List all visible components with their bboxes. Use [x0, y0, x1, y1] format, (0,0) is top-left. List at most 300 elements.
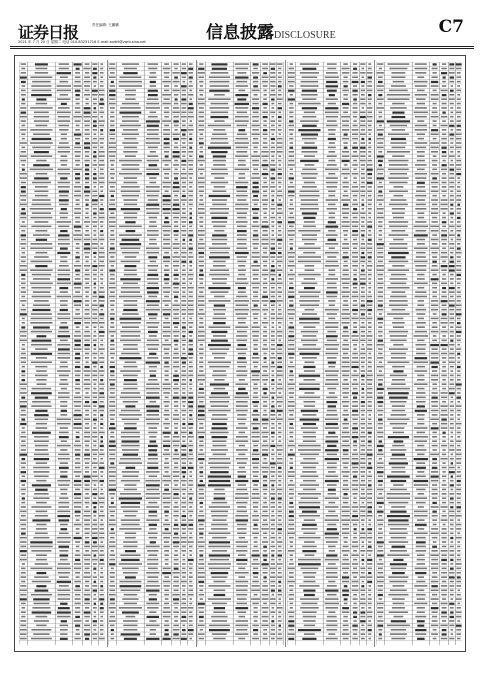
table-cell-text — [146, 142, 160, 144]
table-cell-text — [93, 335, 96, 337]
table-cell-text — [300, 81, 318, 83]
table-cell-text — [162, 226, 171, 228]
table-cell-text — [212, 620, 227, 622]
table-cell-text — [237, 550, 248, 552]
table-cell-text — [190, 471, 193, 473]
table-cell-text — [164, 107, 169, 109]
table-cell-text — [263, 585, 269, 587]
table-cell-text — [271, 581, 276, 583]
table-cell-text — [199, 76, 205, 78]
table-cell-text — [361, 313, 365, 315]
table-cell-text — [110, 625, 115, 627]
table-cell-text — [367, 98, 371, 100]
table-cell-text — [389, 90, 408, 92]
table-cell-text — [360, 638, 364, 640]
table-cell-text — [277, 142, 282, 144]
table-cell-text — [173, 594, 180, 596]
table-cell-text — [299, 353, 319, 355]
table-cell-text — [165, 375, 169, 377]
table-cell-text — [182, 440, 185, 442]
table-cell-text — [378, 226, 382, 228]
table-cell-text — [122, 471, 139, 473]
table-cell-text — [35, 515, 48, 517]
table-cell-text — [352, 291, 358, 293]
table-cell-text — [20, 401, 27, 403]
table-cell-text — [415, 177, 426, 179]
table-cell-text — [414, 261, 427, 263]
table-cell-text — [341, 278, 350, 280]
table-cell-text — [110, 304, 114, 306]
table-cell-text — [378, 76, 383, 78]
table-cell-text — [21, 493, 25, 495]
table-cell-text — [353, 379, 357, 381]
table-cell-text — [199, 458, 205, 460]
table-cell-text — [111, 322, 114, 324]
table-cell-text — [20, 195, 26, 197]
table-cell-text — [352, 90, 357, 92]
table-cell-text — [164, 147, 170, 149]
table-cell-text — [360, 629, 364, 631]
table-cell-text — [279, 296, 282, 298]
table-cell-text — [271, 537, 276, 539]
table-cell-text — [36, 511, 48, 513]
table-cell-text — [254, 594, 258, 596]
table-cell-text — [236, 405, 248, 407]
table-cell-text — [300, 607, 319, 609]
column-separator — [107, 60, 108, 647]
table-cell-text — [57, 318, 70, 320]
table-cell-text — [198, 208, 205, 210]
table-cell-text — [60, 625, 69, 627]
table-cell-text — [189, 603, 192, 605]
table-cell-text — [360, 173, 364, 175]
table-cell-text — [208, 484, 231, 486]
table-cell-text — [237, 546, 248, 548]
table-cell-text — [189, 296, 193, 298]
table-cell-text — [34, 454, 49, 456]
table-cell-text — [33, 467, 49, 469]
table-cell-text — [146, 546, 160, 548]
table-cell-text — [86, 204, 89, 206]
table-cell-text — [297, 261, 320, 263]
table-cell-text — [84, 519, 90, 521]
table-cell-text — [271, 90, 275, 92]
table-cell-text — [361, 489, 365, 491]
table-cell-text — [149, 370, 156, 372]
table-cell-text — [289, 607, 292, 609]
table-cell-text — [367, 537, 372, 539]
table-cell-text — [341, 68, 349, 70]
table-cell-text — [188, 94, 193, 96]
table-cell-text — [457, 94, 460, 96]
table-cell-text — [198, 304, 205, 306]
table-cell-text — [149, 427, 158, 429]
table-cell-text — [360, 598, 365, 600]
table-cell-text — [414, 129, 426, 131]
table-cell-text — [58, 397, 70, 399]
table-cell-text — [85, 287, 90, 289]
table-cell-text — [271, 120, 276, 122]
table-cell-text — [174, 269, 178, 271]
table-cell-text — [188, 107, 194, 109]
table-cell-text — [109, 261, 115, 263]
table-cell-text — [278, 94, 282, 96]
table-cell-text — [199, 348, 204, 350]
table-cell-text — [93, 568, 96, 570]
table-cell-text — [92, 585, 97, 587]
table-cell-text — [119, 607, 142, 609]
table-cell-text — [99, 502, 104, 504]
table-cell-text — [236, 313, 248, 315]
table-cell-text — [110, 256, 114, 258]
table-cell-text — [431, 98, 439, 100]
table-cell-text — [441, 296, 447, 298]
table-cell-text — [92, 142, 98, 144]
table-cell-text — [327, 283, 336, 285]
table-cell-text — [288, 296, 294, 298]
table-cell-text — [189, 454, 193, 456]
table-cell-text — [75, 142, 80, 144]
table-cell-text — [214, 388, 226, 390]
table-cell-text — [361, 379, 364, 381]
table-cell-text — [253, 129, 260, 131]
table-cell-text — [21, 326, 25, 328]
table-cell-text — [100, 344, 103, 346]
table-cell-text — [352, 309, 358, 311]
table-cell-text — [449, 357, 454, 359]
table-cell-text — [457, 287, 460, 289]
table-cell-text — [212, 528, 228, 530]
table-cell-text — [92, 480, 98, 482]
table-cell-text — [278, 493, 282, 495]
table-cell-text — [236, 515, 249, 517]
table-cell-text — [342, 589, 349, 591]
table-cell-text — [432, 243, 438, 245]
table-cell-text — [120, 243, 142, 245]
table-cell-text — [100, 611, 104, 613]
table-cell-text — [212, 63, 228, 65]
table-cell-text — [270, 76, 276, 78]
table-cell-text — [368, 607, 371, 609]
table-cell-text — [236, 436, 248, 438]
table-cell-text — [36, 335, 46, 337]
table-cell-text — [165, 379, 169, 381]
table-cell-text — [353, 182, 357, 184]
table-cell-text — [368, 436, 372, 438]
table-cell-text — [211, 212, 230, 214]
table-cell-text — [361, 208, 364, 210]
table-cell-text — [22, 344, 25, 346]
table-cell-text — [237, 603, 248, 605]
table-cell-text — [146, 107, 160, 109]
table-cell-text — [253, 388, 258, 390]
table-cell-text — [299, 304, 318, 306]
table-cell-text — [450, 331, 454, 333]
table-cell-text — [271, 331, 275, 333]
table-cell-text — [212, 353, 227, 355]
table-cell-text — [109, 427, 116, 429]
table-cell-text — [431, 445, 437, 447]
table-cell-text — [182, 133, 185, 135]
table-cell-text — [301, 90, 316, 92]
table-cell-text — [360, 274, 366, 276]
table-cell-text — [262, 164, 269, 166]
table-cell-text — [456, 90, 461, 92]
table-cell-text — [163, 81, 171, 83]
table-cell-text — [415, 221, 426, 223]
table-cell-text — [74, 502, 82, 504]
table-cell-text — [252, 155, 261, 157]
table-cell-text — [237, 296, 248, 298]
table-cell-text — [457, 98, 461, 100]
table-cell-text — [163, 480, 172, 482]
table-cell-text — [278, 550, 282, 552]
table-cell-text — [457, 414, 460, 416]
table-cell-text — [301, 528, 317, 530]
table-cell-text — [253, 112, 259, 114]
table-cell-text — [327, 68, 336, 70]
table-cell-text — [415, 125, 427, 127]
table-cell-text — [360, 72, 365, 74]
table-cell-text — [165, 559, 169, 561]
table-cell-text — [85, 445, 89, 447]
table-cell-text — [84, 340, 89, 342]
table-cell-text — [288, 326, 294, 328]
table-cell-text — [352, 313, 357, 315]
table-cell-text — [93, 76, 96, 78]
table-cell-text — [75, 182, 80, 184]
table-cell-text — [109, 563, 115, 565]
table-cell-text — [441, 142, 446, 144]
table-cell-text — [31, 392, 52, 394]
table-cell-text — [121, 480, 140, 482]
table-cell-text — [456, 195, 461, 197]
table-cell-text — [324, 559, 338, 561]
table-cell-text — [449, 353, 454, 355]
table-cell-text — [327, 103, 335, 105]
table-cell-text — [378, 164, 381, 166]
table-cell-text — [252, 432, 260, 434]
table-cell-text — [361, 221, 364, 223]
table-cell-text — [109, 90, 115, 92]
table-cell-text — [351, 190, 358, 192]
table-cell-text — [190, 379, 192, 381]
table-cell-text — [125, 361, 137, 363]
table-cell-text — [60, 471, 67, 473]
table-cell-text — [342, 269, 348, 271]
table-cell-text — [110, 318, 114, 320]
table-cell-text — [85, 304, 89, 306]
table-cell-text — [163, 230, 171, 232]
table-cell-text — [417, 182, 425, 184]
table-cell-text — [94, 581, 97, 583]
table-cell-text — [289, 572, 294, 574]
table-cell-text — [343, 239, 347, 241]
table-cell-text — [84, 142, 90, 144]
table-cell-text — [351, 572, 357, 574]
table-cell-text — [174, 480, 179, 482]
table-cell-text — [174, 103, 178, 105]
table-cell-text — [414, 68, 427, 70]
table-cell-text — [457, 177, 460, 179]
table-cell-text — [289, 559, 292, 561]
table-cell-text — [93, 554, 96, 556]
table-cell-text — [214, 611, 226, 613]
table-cell-text — [125, 155, 136, 157]
table-cell-text — [239, 568, 246, 570]
table-cell-text — [149, 76, 157, 78]
table-cell-text — [414, 234, 428, 236]
table-cell-text — [387, 361, 409, 363]
table-cell-text — [183, 589, 185, 591]
table-cell-text — [236, 633, 249, 635]
table-cell-text — [263, 554, 268, 556]
table-cell-text — [123, 151, 137, 153]
table-cell-text — [279, 436, 282, 438]
table-cell-text — [278, 138, 283, 140]
table-cell-text — [84, 379, 90, 381]
table-cell-text — [389, 164, 408, 166]
table-cell-text — [110, 576, 115, 578]
table-cell-text — [326, 462, 336, 464]
table-cell-text — [100, 401, 104, 403]
table-cell-text — [149, 226, 157, 228]
table-cell-text — [93, 208, 97, 210]
table-cell-text — [377, 388, 384, 390]
table-cell-text — [199, 274, 204, 276]
table-cell-text — [173, 528, 179, 530]
table-cell-text — [59, 287, 68, 289]
table-cell-text — [442, 226, 446, 228]
table-cell-text — [450, 326, 453, 328]
table-cell-text — [360, 603, 366, 605]
table-cell-text — [182, 256, 187, 258]
table-cell-text — [341, 160, 349, 162]
table-cell-text — [367, 160, 372, 162]
table-cell-text — [148, 532, 158, 534]
table-cell-text — [367, 388, 373, 390]
table-cell-text — [85, 63, 90, 65]
table-cell-text — [165, 528, 169, 530]
table-cell-text — [120, 340, 141, 342]
table-cell-text — [304, 309, 314, 311]
table-cell-text — [200, 585, 204, 587]
table-cell-text — [189, 112, 194, 114]
table-cell-text — [200, 449, 204, 451]
table-cell-text — [277, 445, 282, 447]
table-cell-text — [85, 182, 89, 184]
table-cell-text — [85, 269, 89, 271]
table-cell-text — [34, 300, 48, 302]
table-cell-text — [163, 611, 171, 613]
table-cell-text — [100, 541, 103, 543]
table-cell-text — [182, 296, 186, 298]
table-cell-text — [109, 541, 115, 543]
table-cell-text — [175, 98, 178, 100]
table-cell-text — [85, 169, 89, 171]
table-cell-text — [253, 173, 260, 175]
table-cell-text — [123, 142, 139, 144]
table-cell-text — [163, 256, 170, 258]
table-cell-text — [146, 361, 161, 363]
table-cell-text — [278, 68, 281, 70]
table-cell-text — [199, 112, 204, 114]
table-cell-text — [271, 190, 275, 192]
table-cell-text — [21, 199, 27, 201]
table-cell-text — [30, 269, 52, 271]
table-cell-text — [277, 397, 282, 399]
table-cell-text — [442, 278, 446, 280]
table-cell-text — [165, 283, 170, 285]
table-cell-text — [200, 366, 204, 368]
table-cell-text — [325, 261, 337, 263]
table-cell-text — [84, 125, 89, 127]
table-cell-text — [182, 195, 186, 197]
table-cell-text — [199, 142, 204, 144]
table-grid — [376, 62, 462, 645]
table-cell-text — [341, 173, 349, 175]
table-cell-text — [36, 173, 48, 175]
table-cell-text — [288, 331, 293, 333]
table-cell-text — [360, 142, 365, 144]
table-cell-text — [457, 445, 460, 447]
table-cell-text — [32, 611, 52, 613]
table-cell-text — [361, 554, 364, 556]
table-cell-text — [441, 190, 446, 192]
table-cell-text — [352, 445, 356, 447]
table-cell-text — [209, 458, 231, 460]
table-cell-text — [377, 155, 384, 157]
table-cell-text — [254, 147, 258, 149]
table-cell-text — [351, 506, 358, 508]
table-cell-text — [352, 471, 358, 473]
table-cell-text — [253, 313, 259, 315]
table-cell-text — [368, 572, 371, 574]
disclosure-table-column — [287, 62, 373, 645]
table-cell-text — [262, 515, 269, 517]
table-cell-text — [341, 515, 349, 517]
table-cell-text — [278, 230, 281, 232]
table-cell-text — [303, 432, 316, 434]
table-cell-text — [360, 353, 365, 355]
table-cell-text — [361, 322, 364, 324]
table-cell-text — [389, 397, 408, 399]
table-cell-text — [299, 484, 318, 486]
table-cell-text — [326, 164, 336, 166]
table-cell-text — [147, 234, 159, 236]
table-cell-text — [181, 375, 186, 377]
table-cell-text — [343, 585, 347, 587]
table-cell-text — [342, 528, 349, 530]
table-cell-text — [20, 357, 26, 359]
table-cell-text — [35, 449, 48, 451]
table-cell-text — [84, 383, 91, 385]
table-cell-text — [352, 401, 358, 403]
table-cell-text — [146, 493, 160, 495]
table-cell-text — [164, 546, 170, 548]
table-cell-text — [209, 98, 231, 100]
table-cell-text — [328, 550, 334, 552]
table-cell-text — [377, 432, 383, 434]
table-cell-text — [368, 326, 372, 328]
table-cell-text — [76, 68, 80, 70]
table-cell-text — [211, 572, 229, 574]
table-cell-text — [100, 221, 103, 223]
table-cell-text — [456, 300, 460, 302]
table-cell-text — [360, 436, 365, 438]
table-cell-text — [20, 598, 27, 600]
table-cell-text — [360, 611, 365, 613]
